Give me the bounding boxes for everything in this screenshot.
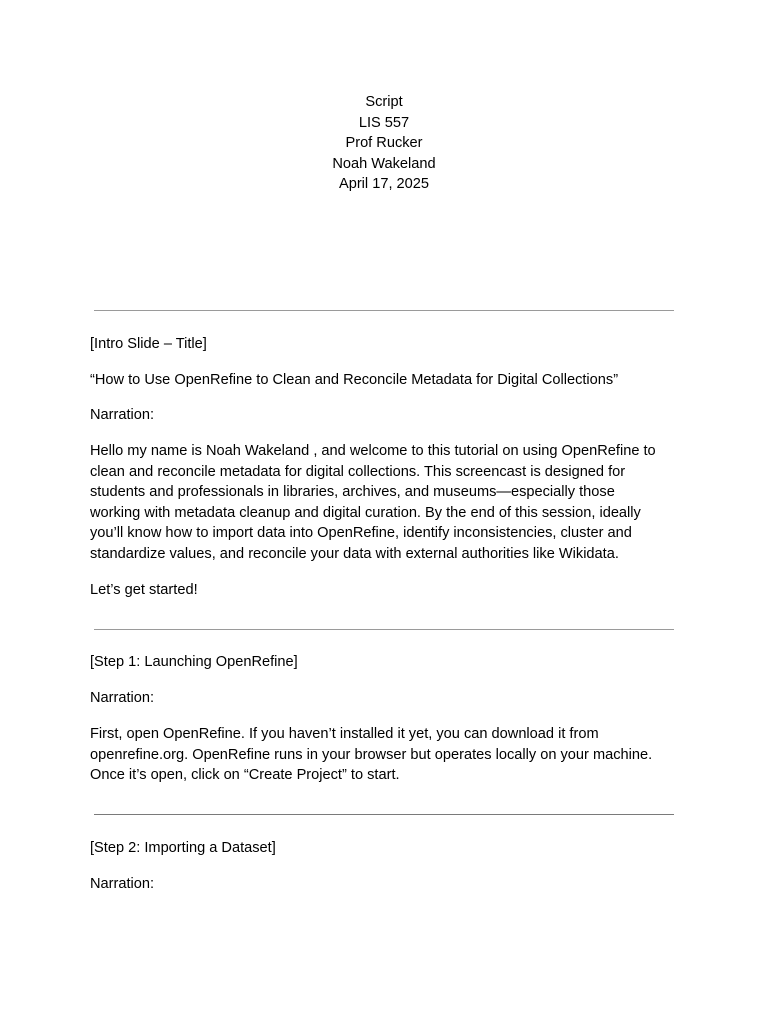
step1-narration-body xyxy=(90,724,690,786)
body-line: openrefine.org. OpenRefine runs in your browser but operates locally on your machine. xyxy=(90,746,653,763)
body-line: Once it’s open, click on “Create Project” to start. xyxy=(90,767,400,784)
intro-narration-label: Narration: xyxy=(90,407,155,423)
intro-closing: Let’s get started! xyxy=(90,582,198,598)
header-author: Noah Wakeland xyxy=(332,155,436,172)
body-line: standardize values, and reconcile your data with external authorities like Wikidata. xyxy=(90,545,619,562)
section-divider xyxy=(94,629,674,630)
body-line: First, open OpenRefine. If you haven’t installed it yet, you can download it from xyxy=(90,726,599,742)
step2-narration-label: Narration: xyxy=(90,876,155,892)
body-line: you’ll know how to import data into OpenRefine, identify inconsistencies, cluster and xyxy=(90,525,632,542)
step1-slide-heading: [Step 1: Launching OpenRefine] xyxy=(90,654,298,670)
step2-slide-heading: [Step 2: Importing a Dataset] xyxy=(90,840,276,856)
section-divider xyxy=(94,310,674,311)
section-divider xyxy=(94,814,674,815)
header-script-label: Script xyxy=(365,94,403,110)
body-line: students and professionals in libraries, archives, and museums—especially those xyxy=(90,484,615,501)
body-line: Hello my name is Noah Wakeland , and welcome to this tutorial on using OpenRefine to xyxy=(90,443,656,459)
header-date: April 17, 2025 xyxy=(338,176,430,193)
document-header xyxy=(0,92,768,195)
header-professor: Prof Rucker xyxy=(345,135,423,152)
intro-slide-heading: [Intro Slide – Title] xyxy=(90,336,207,352)
step1-narration-label: Narration: xyxy=(90,690,155,706)
body-line: working with metadata cleanup and digital curation. By the end of this session, ideally xyxy=(90,504,641,521)
intro-title: “How to Use OpenRefine to Clean and Reconcile Metadata for Digital Collections” xyxy=(90,372,619,388)
intro-narration-body xyxy=(90,441,690,565)
body-line: clean and reconcile metadata for digital collections. This screencast is designed for xyxy=(90,463,626,480)
header-course: LIS 557 xyxy=(358,114,410,131)
